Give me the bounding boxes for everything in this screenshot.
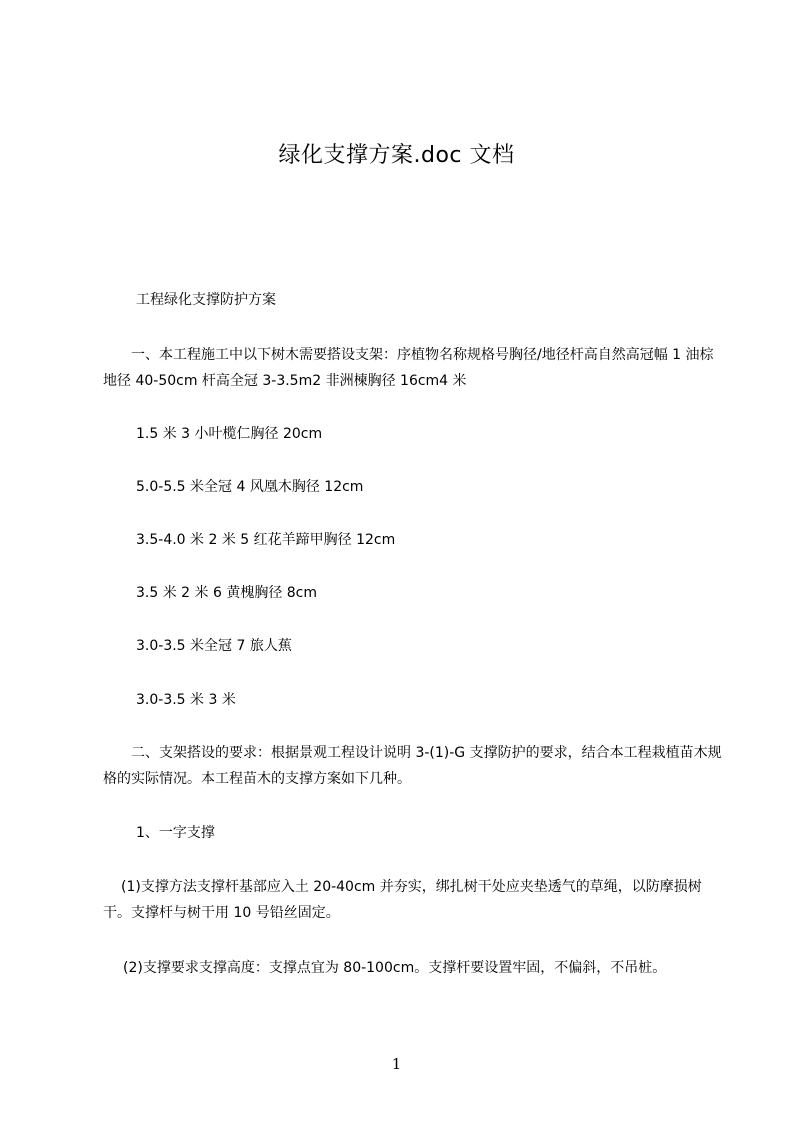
document-title: 绿化支撑方案.doc 文档: [278, 143, 515, 168]
paragraph-line: 3.5 米 2 米 6 黄槐胸径 8cm: [136, 585, 318, 601]
paragraph-line: 5.0-5.5 米全冠 4 风凰木胸径 12cm: [136, 479, 364, 495]
paragraph-heading: 工程绿化支撑防护方案: [136, 292, 276, 308]
paragraph-item-2: (2)支撑要求支撑高度：支撑点宜为 80-100cm。支撑杆要设置牢固，不偏斜，不吊桩。: [123, 960, 667, 976]
paragraph-line: 1.5 米 3 小叶榄仁胸径 20cm: [136, 426, 323, 442]
paragraph-item-1: (1)支撑方法支撑杆基部应入土 20-40cm 并夯实，绑扎树干处应夹垫透气的草绳，以防摩损树干。支撑杆与树干用 10 号铅丝固定。: [103, 879, 702, 921]
paragraph-section-one: 一、本工程施工中以下树木需要搭设支架：序植物名称规格号胸径/地径杆高自然高冠幅 1 油棕地径 40-50cm 杆高全冠 3-3.5m2 非洲楝胸径 16cm4 米: [103, 347, 714, 389]
paragraph-subheading: 1、一字支撑: [136, 825, 215, 841]
paragraph-section-two: 二、支架搭设的要求：根据景观工程设计说明 3-(1)-G 支撑防护的要求，结合本工程栽植苗木规格的实际情况。本工程苗木的支撑方案如下几种。: [103, 745, 722, 787]
paragraph-line: 3.0-3.5 米全冠 7 旅人蕉: [136, 638, 292, 654]
paragraph-line: 3.0-3.5 米 3 米: [136, 692, 236, 708]
paragraph-line: 3.5-4.0 米 2 米 5 红花羊蹄甲胸径 12cm: [136, 532, 396, 548]
page-number: 1: [391, 1055, 402, 1073]
